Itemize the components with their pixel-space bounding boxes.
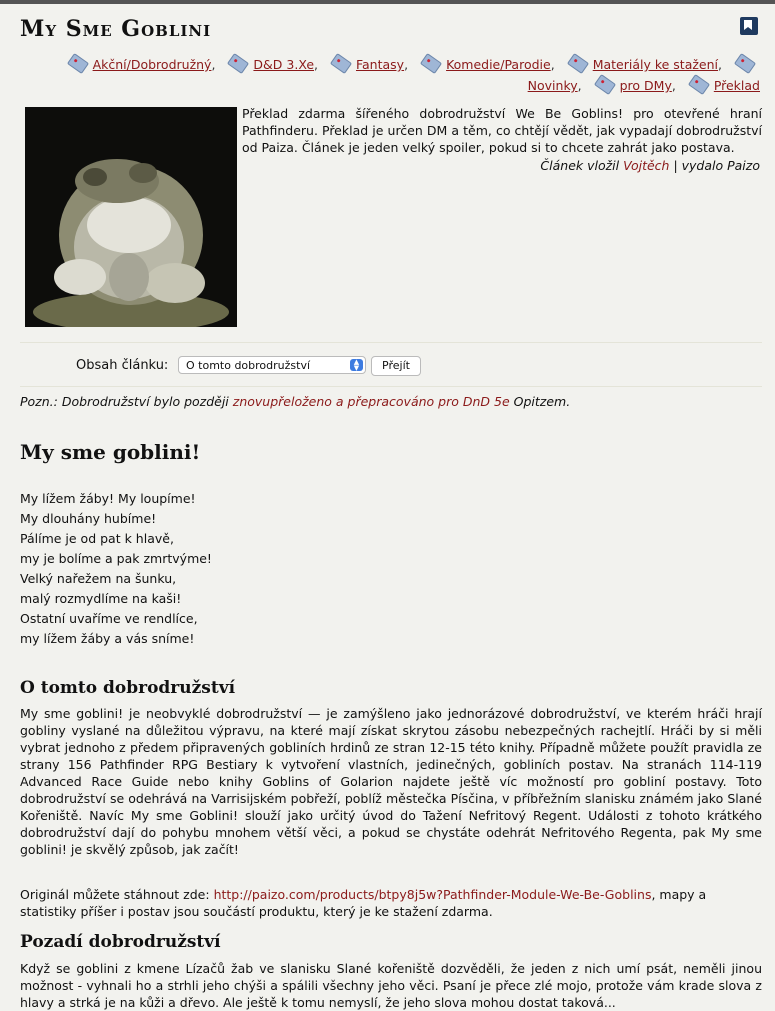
- poem-line: Ostatní uvaříme ve rendlíce,: [20, 611, 198, 626]
- poem: [20, 489, 212, 649]
- tag-list: Akční/Dobrodružný, D&D 3.Xe, Fantasy, Komedie/Parodie, Materiály ke stažení, Novinky, pro DMy, Překlad: [20, 54, 760, 96]
- tag-icon: [66, 53, 88, 74]
- tag-akcni[interactable]: Akční/Dobrodružný: [92, 57, 212, 72]
- article-byline: Článek vložil Vojtěch | vydalo Paizo: [540, 158, 760, 173]
- chevron-updown-icon: ▲ ▼: [350, 359, 363, 371]
- section-background-text: Když se goblini z kmene Lízačů žab ve slanisku Slané kořeniště dozvěděli, že jeden z nich umí psát, neměli jinou možnost - vyhnali ho a strhli jeho chýši a spálili všechny jeho věci. Psaní je přece zlé mojo, protože vám krade slova z hlavy a strká je na kůži a dřevo. Ale ještě k tomu nemyslí, že jeho slova mohou dostat taková...: [20, 961, 762, 1010]
- tag-icon: [594, 74, 616, 95]
- section-heading-about: O tomto dobrodružství: [20, 678, 236, 698]
- goblin-frog-illustration: [25, 107, 237, 327]
- tag-icon: [734, 53, 756, 74]
- author-link[interactable]: Vojtěch: [623, 158, 670, 173]
- tag-dnd3[interactable]: D&D 3.Xe: [253, 57, 315, 72]
- note-link[interactable]: znovupřeloženo a přepracováno pro DnD 5e: [232, 394, 510, 409]
- tag-icon: [420, 53, 442, 74]
- bookmark-icon[interactable]: [740, 17, 758, 35]
- top-border: [0, 0, 775, 4]
- tag-fantasy[interactable]: Fantasy: [355, 57, 405, 72]
- tag-icon: [227, 53, 249, 74]
- toc-label: Obsah článku:: [76, 358, 169, 373]
- download-link[interactable]: http://paizo.com/products/btpy8j5w?Pathfinder-Module-We-Be-Goblins: [213, 887, 652, 902]
- article-intro: Překlad zdarma šířeného dobrodružství We Be Goblins! pro otevřené hraní Pathfinderu. Překlad je určen DM a těm, co chtějí vědět, jak vypadají dobrodružství od Paiza. Článek je jeden velký spoiler, pokud si to chcete zahrát jako postava.: [242, 106, 762, 155]
- article-thumbnail: [25, 107, 237, 327]
- tag-materialy[interactable]: Materiály ke stažení: [592, 57, 719, 72]
- tag-icon: [567, 53, 589, 74]
- divider: [20, 386, 762, 387]
- poem-line: my lížem žáby a vás sníme!: [20, 631, 195, 646]
- note: Pozn.: Dobrodružství bylo později znovupřeloženo a přepracováno pro DnD 5e Opitzem.: [20, 394, 571, 409]
- poem-heading: My sme goblini!: [20, 440, 201, 464]
- tag-icon: [330, 53, 352, 74]
- tag-icon: [688, 74, 710, 95]
- toc-select[interactable]: O tomto dobrodružství ▲ ▼: [178, 356, 366, 374]
- tag-pro-dmy[interactable]: pro DMy: [619, 78, 672, 93]
- tag-preklad[interactable]: Překlad: [713, 78, 760, 93]
- section-about-text: My sme goblini! je neobvyklé dobrodružství — je zamýšleno jako jednorázové dobrodružství, ve kterém hráči hrají gobliny vyslané na důležitou výpravu, na které mají získat skrytou zásobu nebezpečných rachejtlí. Hráči by si měli vybrat jednoho z předem připravených gobliních hrdinů ze stran 12-15 této knihy. Případně můžete použít pravidla ze strany 156 Pathfinder RPG Bestiary k vytvoření vlastních, jedinečných, gobliních postav. Na stranách 114-119 Advanced Race Guide nebo knihy Goblins of Golarion najdete ještě víc možností pro gobliní postavy. Toto dobrodružství se odehrává na Varrisijském pobřeží, poblíž městečka Písčina, v příbřežním slanisku známém jako Slané Kořeniště. Navíc My sme Goblini! slouží jako určitý úvod do Tažení Nefritový Regent. Události z tohoto krátkého dobrodružství dají do pohybu mnohem větší věci, a pokud se chystáte odehrát Nefritového Regenta, pak My sme goblini! je skvělý způsob, jak začít!: [20, 706, 762, 857]
- poem-line: my je bolíme a pak zmrtvýme!: [20, 551, 212, 566]
- download-paragraph: Originál můžete stáhnout zde: http://paizo.com/products/btpy8j5w?Pathfinder-Module-We-Be-Goblins, mapy a statistiky příšer i postav jsou součástí produktu, který je ke stažení zdarma.: [20, 887, 707, 919]
- tag-novinky[interactable]: Novinky: [527, 78, 578, 93]
- divider: [20, 342, 762, 343]
- toc-go-button[interactable]: Přejít: [371, 356, 421, 376]
- poem-line: Velký nařežem na šunku,: [20, 571, 177, 586]
- page-title: My Sme Goblini: [20, 16, 212, 42]
- poem-line: My lížem žáby! My loupíme!: [20, 491, 196, 506]
- tag-komedie[interactable]: Komedie/Parodie: [446, 57, 551, 72]
- poem-line: Pálíme je od pat k hlavě,: [20, 531, 174, 546]
- section-heading-background: Pozadí dobrodružství: [20, 932, 221, 952]
- poem-line: malý rozmydlíme na kaši!: [20, 591, 182, 606]
- poem-line: My dlouhány hubíme!: [20, 511, 157, 526]
